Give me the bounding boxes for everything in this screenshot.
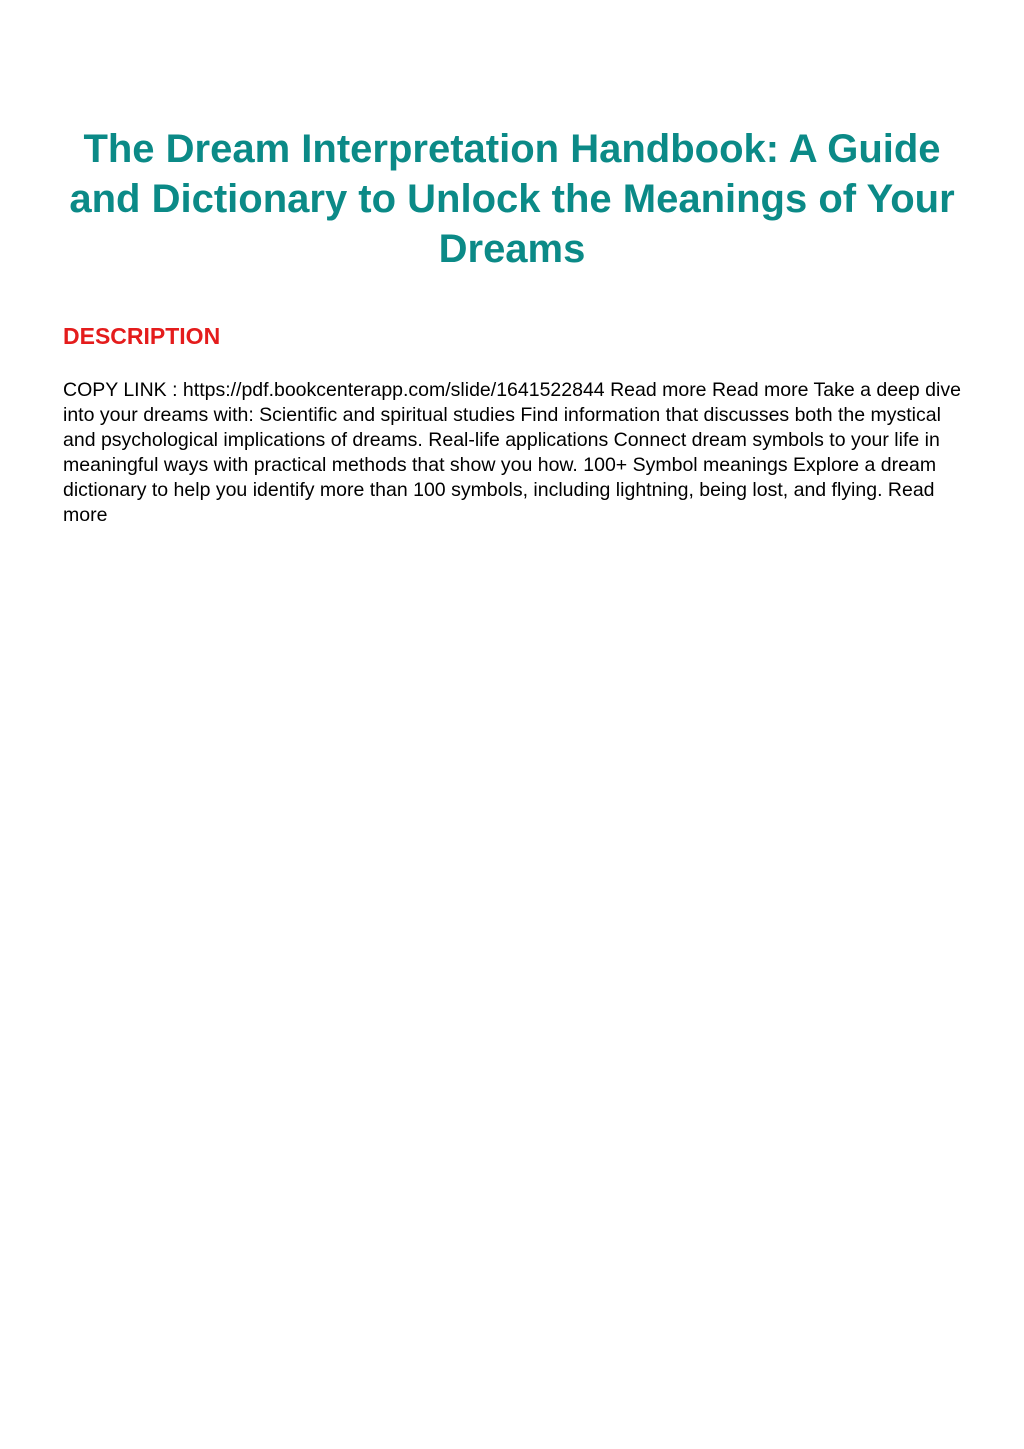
description-heading: DESCRIPTION xyxy=(63,323,221,349)
description-body: COPY LINK : https://pdf.bookcenterapp.com/slide/1641522844 Read more Read more Take a deep dive into your dreams with: Scientific and spiritual studies Find information that discusses both the mystical and psychological implications of dreams. Real-life applications Connect dream symbols to your life in meaningful ways with practical methods that show you how. 100+ Symbol meanings Explore a dream dictionary to help you identify more than 100 symbols, including lightning, being lost, and flying. Read more xyxy=(63,379,961,526)
document-title: The Dream Interpretation Handbook: A Guide and Dictionary to Unlock the Meanings of Your Dreams xyxy=(69,127,955,271)
